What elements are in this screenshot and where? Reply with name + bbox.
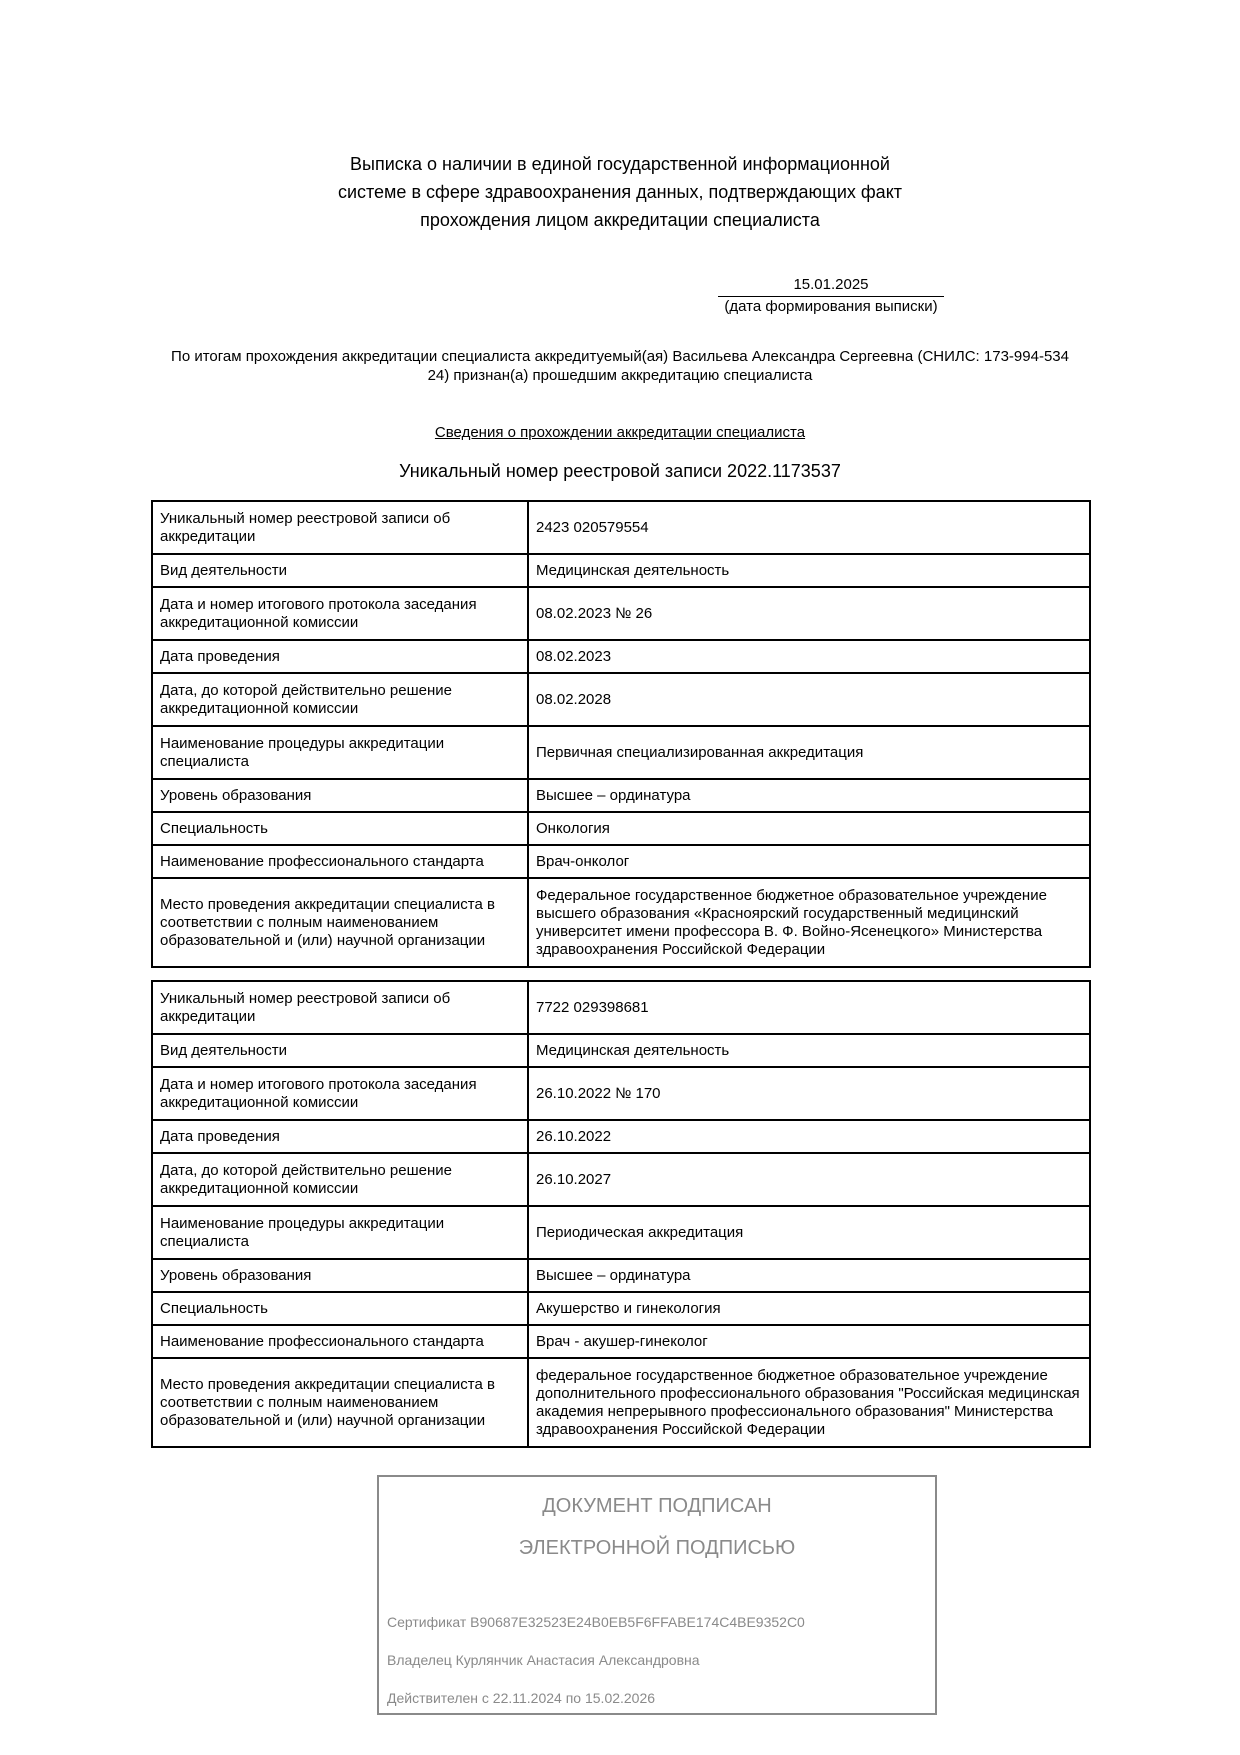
table-row bbox=[152, 1259, 1090, 1292]
record-field-label: Вид деятельности bbox=[152, 1034, 528, 1067]
table-row bbox=[152, 1292, 1090, 1325]
table-row bbox=[152, 779, 1090, 812]
record-field-value: Федеральное государственное бюджетное образовательное учреждение высшего образования «Красноярский государственный медицинский университет имени профессора В. Ф. Войно-Ясенецкого» Министерства здравоохранения Российской Федерации bbox=[528, 878, 1090, 967]
record-field-label: Дата проведения bbox=[152, 1120, 528, 1153]
table-row bbox=[152, 1120, 1090, 1153]
table-row bbox=[152, 726, 1090, 779]
stamp-owner: Владелец Курлянчик Анастасия Александровна bbox=[387, 1652, 700, 1668]
table-row bbox=[152, 812, 1090, 845]
accreditation-record-table bbox=[151, 500, 1091, 968]
record-field-label: Место проведения аккредитации специалиста в соответствии с полным наименованием образовательной и (или) научной организации bbox=[152, 1358, 528, 1447]
document-title-line-2: системе в сфере здравоохранения данных, подтверждающих факт bbox=[337, 182, 903, 202]
record-field-value: Высшее – ординатура bbox=[528, 779, 1090, 812]
table-row bbox=[152, 501, 1090, 554]
record-field-value: Медицинская деятельность bbox=[528, 554, 1090, 587]
record-field-label: Наименование процедуры аккредитации специалиста bbox=[152, 1206, 528, 1259]
registry-number: Уникальный номер реестровой записи 2022.1173537 bbox=[399, 461, 841, 481]
record-field-value: Периодическая аккредитация bbox=[528, 1206, 1090, 1259]
record-field-label: Дата, до которой действительно решение аккредитационной комиссии bbox=[152, 673, 528, 726]
record-field-label: Наименование профессионального стандарта bbox=[152, 1325, 528, 1358]
table-row bbox=[152, 587, 1090, 640]
record-field-value: 7722 029398681 bbox=[528, 981, 1090, 1034]
record-field-value: 26.10.2027 bbox=[528, 1153, 1090, 1206]
table-row bbox=[152, 1206, 1090, 1259]
record-field-value: Онкология bbox=[528, 812, 1090, 845]
record-field-label: Наименование профессионального стандарта bbox=[152, 845, 528, 878]
section-heading: Сведения о прохождении аккредитации специалиста bbox=[434, 424, 806, 441]
table-row bbox=[152, 878, 1090, 967]
record-field-label: Дата проведения bbox=[152, 640, 528, 673]
record-field-value: 08.02.2023 bbox=[528, 640, 1090, 673]
table-row bbox=[152, 1325, 1090, 1358]
stamp-certificate: Сертификат B90687E32523E24B0EB5F6FFABE174C4BE9352C0 bbox=[387, 1614, 805, 1630]
record-field-value: 08.02.2023 № 26 bbox=[528, 587, 1090, 640]
record-field-label: Специальность bbox=[152, 812, 528, 845]
record-field-value: федеральное государственное бюджетное образовательное учреждение дополнительного профессионального образования "Российская медицинская академия непрерывного профессионального образования" Министерства здравоохранения Российской Федерации bbox=[528, 1358, 1090, 1447]
record-field-value: Врач-онколог bbox=[528, 845, 1090, 878]
table-row bbox=[152, 1067, 1090, 1120]
stamp-title-line-1: ДОКУМЕНТ ПОДПИСАН bbox=[542, 1495, 772, 1517]
record-field-value: Медицинская деятельность bbox=[528, 1034, 1090, 1067]
table-row bbox=[152, 1153, 1090, 1206]
record-field-label: Специальность bbox=[152, 1292, 528, 1325]
record-field-label: Наименование процедуры аккредитации специалиста bbox=[152, 726, 528, 779]
stamp-validity: Действителен с 22.11.2024 по 15.02.2026 bbox=[387, 1690, 656, 1706]
table-row bbox=[152, 673, 1090, 726]
formation-date: 15.01.2025 bbox=[718, 275, 944, 297]
table-row bbox=[152, 845, 1090, 878]
record-field-label: Уникальный номер реестровой записи об аккредитации bbox=[152, 981, 528, 1034]
record-field-label: Уникальный номер реестровой записи об аккредитации bbox=[152, 501, 528, 554]
record-field-value: Первичная специализированная аккредитация bbox=[528, 726, 1090, 779]
record-field-value: Врач - акушер-гинеколог bbox=[528, 1325, 1090, 1358]
stamp-title-line-2: ЭЛЕКТРОННОЙ ПОДПИСЬЮ bbox=[518, 1537, 796, 1559]
document-title-line-1: Выписка о наличии в единой государственной информационной bbox=[350, 154, 890, 174]
intro-statement bbox=[148, 347, 1092, 385]
record-field-value: 26.10.2022 bbox=[528, 1120, 1090, 1153]
record-field-label: Дата и номер итогового протокола заседания аккредитационной комиссии bbox=[152, 1067, 528, 1120]
formation-date-block bbox=[718, 275, 944, 317]
record-field-label: Вид деятельности bbox=[152, 554, 528, 587]
intro-line-2: 24) признан(а) прошедшим аккредитацию специалиста bbox=[427, 367, 813, 384]
document-title-line-3: прохождения лицом аккредитации специалиста bbox=[420, 210, 820, 230]
table-row bbox=[152, 1034, 1090, 1067]
table-row bbox=[152, 640, 1090, 673]
accreditation-record-table bbox=[151, 980, 1091, 1448]
record-field-label: Дата, до которой действительно решение аккредитационной комиссии bbox=[152, 1153, 528, 1206]
record-field-value: 26.10.2022 № 170 bbox=[528, 1067, 1090, 1120]
document-title bbox=[300, 150, 940, 234]
record-field-value: Акушерство и гинекология bbox=[528, 1292, 1090, 1325]
formation-date-caption: (дата формирования выписки) bbox=[724, 298, 938, 315]
record-field-value: 2423 020579554 bbox=[528, 501, 1090, 554]
electronic-signature-stamp bbox=[377, 1475, 937, 1715]
record-field-label: Дата и номер итогового протокола заседания аккредитационной комиссии bbox=[152, 587, 528, 640]
table-row bbox=[152, 981, 1090, 1034]
record-field-label: Место проведения аккредитации специалиста в соответствии с полным наименованием образовательной и (или) научной организации bbox=[152, 878, 528, 967]
record-field-label: Уровень образования bbox=[152, 1259, 528, 1292]
table-row bbox=[152, 554, 1090, 587]
record-field-label: Уровень образования bbox=[152, 779, 528, 812]
record-field-value: Высшее – ординатура bbox=[528, 1259, 1090, 1292]
table-row bbox=[152, 1358, 1090, 1447]
intro-line-1: По итогам прохождения аккредитации специалиста аккредитуемый(ая) Васильева Александра Сергеевна (СНИЛС: 173-994-534 bbox=[171, 348, 1069, 365]
record-field-value: 08.02.2028 bbox=[528, 673, 1090, 726]
